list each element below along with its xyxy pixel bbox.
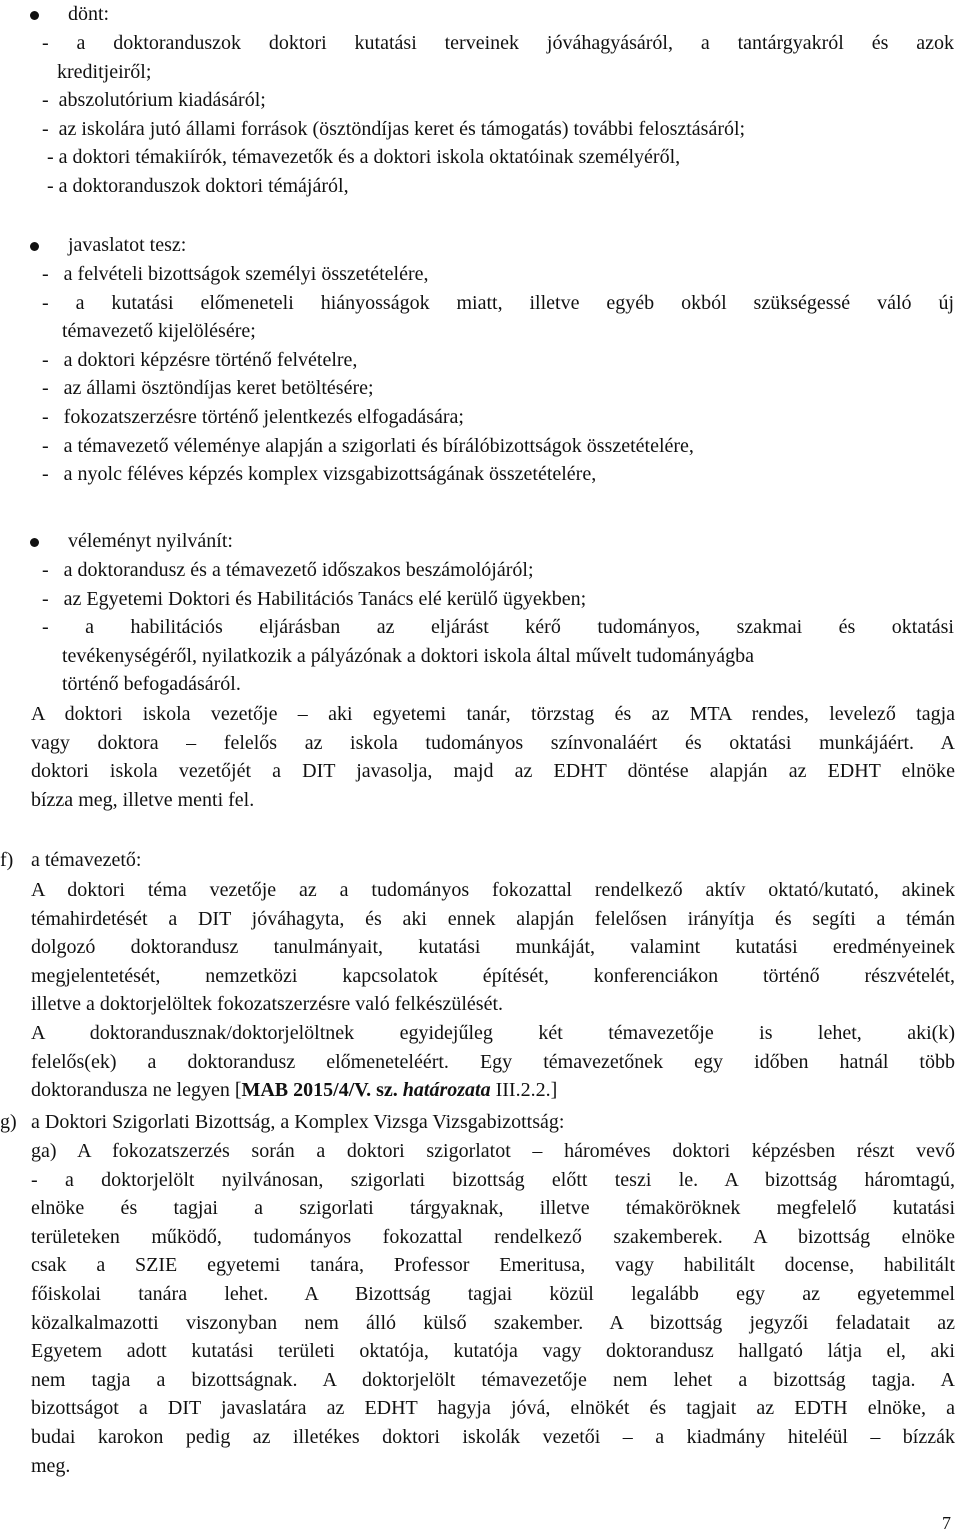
paragraph-line: témahirdetését a DIT jóváhagyta, és aki ennek alapján felelősen irányítja és segíti a témán	[31, 907, 955, 930]
list-line: - a doktoranduszok doktori témájáról,	[42, 174, 349, 197]
list-line: témavezető kijelölésére;	[42, 320, 256, 343]
bullet-heading-velemeny: véleményt nyilvánít:	[68, 530, 233, 552]
bullet-dot-icon	[30, 11, 39, 20]
paragraph-line: csak a SZIE egyetemi tanára, Professor Emeritusa, vagy habilitált docense, habilitált	[31, 1254, 955, 1277]
list-line: - a kutatási előmeneteli hiányosságok miatt, illetve egyéb okból szükségessé váló új	[42, 291, 954, 314]
bullet-dot-icon	[30, 242, 39, 251]
citation-suffix: III.2.2.]	[490, 1079, 558, 1102]
list-line: - a témavezető véleménye alapján a szigorlati és bírálóbizottságok összetételére,	[42, 434, 694, 457]
leader-paragraph	[31, 700, 955, 814]
section-g-label: g)	[0, 1111, 17, 1133]
paragraph-line: bizottságot a DIT javaslatára az EDHT hagyja jóvá, elnökét és tagjait az EDTH elnöke, a	[31, 1397, 955, 1420]
list-line: - az Egyetemi Doktori és Habilitációs Tanács elé kerülő ügyekben;	[42, 587, 587, 610]
paragraph-line: A doktori iskola vezetője – aki egyetemi tanár, törzstag és az MTA rendes, levelező tagja	[31, 703, 955, 725]
paragraph-line: ga) A fokozatszerzés során a doktori szigorlatot – hároméves doktori képzésben részt vevő	[31, 1140, 955, 1162]
bullet-list-dont	[42, 29, 954, 201]
paragraph-line: illetve a doktorjelöltek fokozatszerzésre való felkészülését.	[31, 993, 504, 1016]
paragraph-line: felelős(ek) a doktorandusz előmeneteléért. Egy témavezetőnek egy időben hatnál több	[31, 1050, 955, 1073]
section-f-label: f)	[0, 849, 14, 871]
paragraph-line: elnöke és tagjai a szigorlati tárgyaknak, illetve témaköröknek megfelelő kutatási	[31, 1197, 955, 1220]
paragraph-line: főiskolai tanára lehet. A Bizottság tagjai közül legalább egy az egyetemmel	[31, 1282, 955, 1305]
page-number: 7	[942, 1513, 951, 1533]
list-line: - az iskolára jutó állami források (ösztöndíjas keret és támogatás) további felosztásáról;	[42, 117, 746, 140]
paragraph-line: területeken működő, tudományos fokozattal rendelkező szakemberek. A bizottság elnöke	[31, 1225, 955, 1248]
citation-bold: MAB 2015/4/V. sz.	[241, 1079, 403, 1102]
paragraph-line: vagy doktora – felelős az iskola tudományos színvonaláért és oktatási munkájáért. A	[31, 731, 955, 754]
paragraph-line: A doktorandusznak/doktorjelöltnek egyidejűleg két témavezetője is lehet, aki(k)	[31, 1021, 955, 1044]
list-line: - a doktoranduszok doktori kutatási terveinek jóváhagyásáról, a tantárgyakról és azok	[42, 32, 954, 54]
bullet-dot-icon	[30, 538, 39, 547]
paragraph-line: - a doktorjelölt nyilvánosan, szigorlati bizottság előtt teszi le. A bizottság háromtagú,	[31, 1168, 955, 1191]
citation-prefix: doktorandusza ne legyen [	[31, 1079, 242, 1102]
paragraph-line: Egyetem adott kutatási területi oktatója, kutatója vagy doktorandusz hallgató látja el, aki	[31, 1340, 955, 1363]
list-line: - a nyolc féléves képzés komplex vizsgabizottságának összetételére,	[42, 463, 597, 486]
section-g-paragraph	[31, 1137, 955, 1480]
list-line: - a doktori képzésre történő felvételre,	[42, 348, 358, 371]
list-line: - a habilitációs eljárásban az eljárást kérő tudományos, szakmai és oktatási	[42, 616, 954, 639]
bullet-list-velemeny	[42, 556, 954, 699]
bullet-heading-javaslat: javaslatot tesz:	[68, 234, 187, 256]
paragraph-line: dolgozó doktorandusz tanulmányait, kutatási munkáját, valamint kutatási eredményeinek	[31, 936, 955, 959]
list-line: - fokozatszerzésre történő jelentkezés elfogadására;	[42, 405, 464, 428]
paragraph-line: közalkalmazotti viszonyban nem álló külső szakember. A bizottság jegyzői feladatait az	[31, 1311, 955, 1334]
list-line: - az állami ösztöndíjas keret betöltésére;	[42, 377, 374, 400]
list-line: - a doktori témakiírók, témavezetők és a doktori iskola oktatóinak személyéről,	[42, 146, 681, 169]
paragraph-line: doktori iskola vezetőjét a DIT javasolja, majd az EDHT döntése alapján az EDHT elnöke	[31, 760, 955, 783]
list-line: kreditjeiről;	[42, 60, 152, 83]
section-f-paragraph-1	[31, 876, 955, 1105]
list-line: - a felvételi bizottságok személyi összetételére,	[42, 263, 429, 285]
list-line: tevékenységéről, nyilatkozik a pályázónak a doktori iskola által művelt tudományágba	[42, 644, 755, 667]
list-line: történő befogadásáról.	[42, 673, 241, 696]
paragraph-line: meg.	[31, 1454, 71, 1477]
citation-bold-italic: határozata	[402, 1079, 491, 1102]
section-g-heading: a Doktori Szigorlati Bizottság, a Komplex Vizsga Vizsgabizottság:	[31, 1111, 565, 1133]
paragraph-line: budai karokon pedig az illetékes doktori iskolák vezetői – a kiadmány hiteléül – bízzák	[31, 1425, 955, 1448]
bullet-list-javaslat	[42, 260, 954, 489]
paragraph-line: nem tagja a bizottságnak. A doktorjelölt témavezetője nem lehet a bizottság tagja. A	[31, 1368, 955, 1391]
citation-line	[31, 1076, 955, 1105]
list-line: - a doktorandusz és a témavezető időszakos beszámolójáról;	[42, 559, 534, 581]
paragraph-line: A doktori téma vezetője az a tudományos fokozattal rendelkező aktív oktató/kutató, akinek	[31, 879, 955, 901]
bullet-heading-dont: dönt:	[68, 3, 110, 25]
list-line: - abszolutórium kiadásáról;	[42, 89, 266, 112]
paragraph-line: megjelentetését, nemzetközi kapcsolatok építését, konferenciákon történő részvételét,	[31, 964, 955, 987]
section-f-heading: a témavezető:	[31, 849, 142, 871]
paragraph-line: bízza meg, illetve menti fel.	[31, 788, 255, 811]
